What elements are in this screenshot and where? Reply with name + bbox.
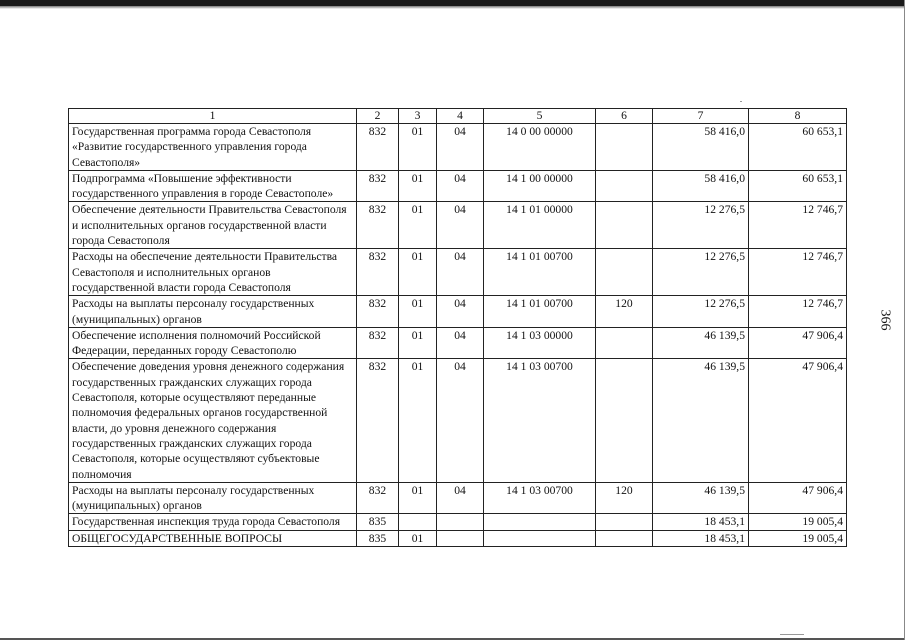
scan-speck <box>780 634 804 635</box>
row-pr <box>437 514 484 530</box>
row-name: Расходы на выплаты персоналу государственных (муниципальных) органов <box>69 296 357 328</box>
table-row <box>69 327 847 359</box>
row-rz: 01 <box>399 482 437 514</box>
row-vr <box>596 249 653 296</box>
column-header: 5 <box>484 109 596 124</box>
row-vr <box>596 530 653 546</box>
row-pr: 04 <box>437 482 484 514</box>
row-sum-2: 19 005,4 <box>749 514 847 530</box>
row-ved: 835 <box>357 530 399 546</box>
row-rz: 01 <box>399 327 437 359</box>
row-sum-2: 60 653,1 <box>749 170 847 202</box>
row-name: Расходы на обеспечение деятельности Правительства Севастополя и исполнительных органов государственной власти города Севастополя <box>69 249 357 296</box>
row-sum-2: 60 653,1 <box>749 124 847 171</box>
row-name: Подпрограмма «Повышение эффективности государственного управления в городе Севастополе» <box>69 170 357 202</box>
table-row <box>69 124 847 171</box>
scan-top-edge <box>0 0 905 6</box>
row-csr: 14 1 03 00700 <box>484 482 596 514</box>
row-vr <box>596 170 653 202</box>
column-header: 7 <box>653 109 749 124</box>
row-sum-2: 47 906,4 <box>749 327 847 359</box>
row-sum-1: 46 139,5 <box>653 359 749 482</box>
row-sum-1: 18 453,1 <box>653 514 749 530</box>
row-sum-2: 12 746,7 <box>749 249 847 296</box>
column-header: 6 <box>596 109 653 124</box>
row-sum-1: 46 139,5 <box>653 327 749 359</box>
row-csr: 14 1 03 00700 <box>484 359 596 482</box>
row-rz <box>399 514 437 530</box>
row-name: Обеспечение деятельности Правительства Севастополя и исполнительных органов государственной власти города Севастополя <box>69 202 357 249</box>
row-vr <box>596 124 653 171</box>
row-csr: 14 0 00 00000 <box>484 124 596 171</box>
row-name: Обеспечение доведения уровня денежного содержания государственных гражданских служащих города Севастополя, которые осуществляют переданные полномочия федеральных органов государственной власти, до уровня денежного содержания государственных гражданских служащих города Севастополя, которые осуществляют субъектовые полномочия <box>69 359 357 482</box>
row-csr: 14 1 00 00000 <box>484 170 596 202</box>
row-sum-2: 12 746,7 <box>749 202 847 249</box>
row-ved: 832 <box>357 327 399 359</box>
row-pr: 04 <box>437 296 484 328</box>
table-row <box>69 249 847 296</box>
row-csr: 14 1 01 00700 <box>484 249 596 296</box>
column-header: 3 <box>399 109 437 124</box>
row-sum-1: 12 276,5 <box>653 249 749 296</box>
row-csr <box>484 514 596 530</box>
row-ved: 835 <box>357 514 399 530</box>
row-vr <box>596 202 653 249</box>
row-rz: 01 <box>399 530 437 546</box>
row-ved: 832 <box>357 296 399 328</box>
row-ved: 832 <box>357 359 399 482</box>
row-rz: 01 <box>399 296 437 328</box>
row-pr: 04 <box>437 359 484 482</box>
row-sum-1: 58 416,0 <box>653 124 749 171</box>
budget-table <box>68 108 847 547</box>
table-row <box>69 359 847 482</box>
page-number: 366 <box>877 309 893 331</box>
table-row <box>69 296 847 328</box>
scan-speck <box>740 101 742 102</box>
column-header: 8 <box>749 109 847 124</box>
row-csr: 14 1 03 00000 <box>484 327 596 359</box>
row-pr: 04 <box>437 124 484 171</box>
row-ved: 832 <box>357 202 399 249</box>
table-row <box>69 530 847 546</box>
row-sum-2: 47 906,4 <box>749 359 847 482</box>
table-row <box>69 170 847 202</box>
row-sum-2: 47 906,4 <box>749 482 847 514</box>
row-ved: 832 <box>357 482 399 514</box>
column-header: 4 <box>437 109 484 124</box>
row-rz: 01 <box>399 124 437 171</box>
row-rz: 01 <box>399 249 437 296</box>
row-pr <box>437 530 484 546</box>
row-vr: 120 <box>596 296 653 328</box>
row-pr: 04 <box>437 170 484 202</box>
row-name: ОБЩЕГОСУДАРСТВЕННЫЕ ВОПРОСЫ <box>69 530 357 546</box>
row-csr <box>484 530 596 546</box>
row-sum-1: 12 276,5 <box>653 296 749 328</box>
table-header-row <box>69 109 847 124</box>
table-body <box>69 124 847 547</box>
row-ved: 832 <box>357 170 399 202</box>
row-pr: 04 <box>437 249 484 296</box>
row-name: Государственная программа города Севастополя «Развитие государственного управления города Севастополя» <box>69 124 357 171</box>
row-csr: 14 1 01 00700 <box>484 296 596 328</box>
row-ved: 832 <box>357 249 399 296</box>
row-rz: 01 <box>399 202 437 249</box>
row-vr: 120 <box>596 482 653 514</box>
row-sum-1: 18 453,1 <box>653 530 749 546</box>
column-header: 2 <box>357 109 399 124</box>
row-name: Расходы на выплаты персоналу государственных (муниципальных) органов <box>69 482 357 514</box>
row-rz: 01 <box>399 359 437 482</box>
row-ved: 832 <box>357 124 399 171</box>
row-name: Обеспечение исполнения полномочий Российской Федерации, переданных городу Севастополю <box>69 327 357 359</box>
row-sum-1: 12 276,5 <box>653 202 749 249</box>
row-sum-2: 12 746,7 <box>749 296 847 328</box>
row-pr: 04 <box>437 202 484 249</box>
column-header: 1 <box>69 109 357 124</box>
row-pr: 04 <box>437 327 484 359</box>
row-sum-2: 19 005,4 <box>749 530 847 546</box>
table-row <box>69 514 847 530</box>
table-row <box>69 482 847 514</box>
row-rz: 01 <box>399 170 437 202</box>
row-name: Государственная инспекция труда города Севастополя <box>69 514 357 530</box>
row-sum-1: 46 139,5 <box>653 482 749 514</box>
row-vr <box>596 327 653 359</box>
row-vr <box>596 359 653 482</box>
row-vr <box>596 514 653 530</box>
table-row <box>69 202 847 249</box>
row-csr: 14 1 01 00000 <box>484 202 596 249</box>
row-sum-1: 58 416,0 <box>653 170 749 202</box>
